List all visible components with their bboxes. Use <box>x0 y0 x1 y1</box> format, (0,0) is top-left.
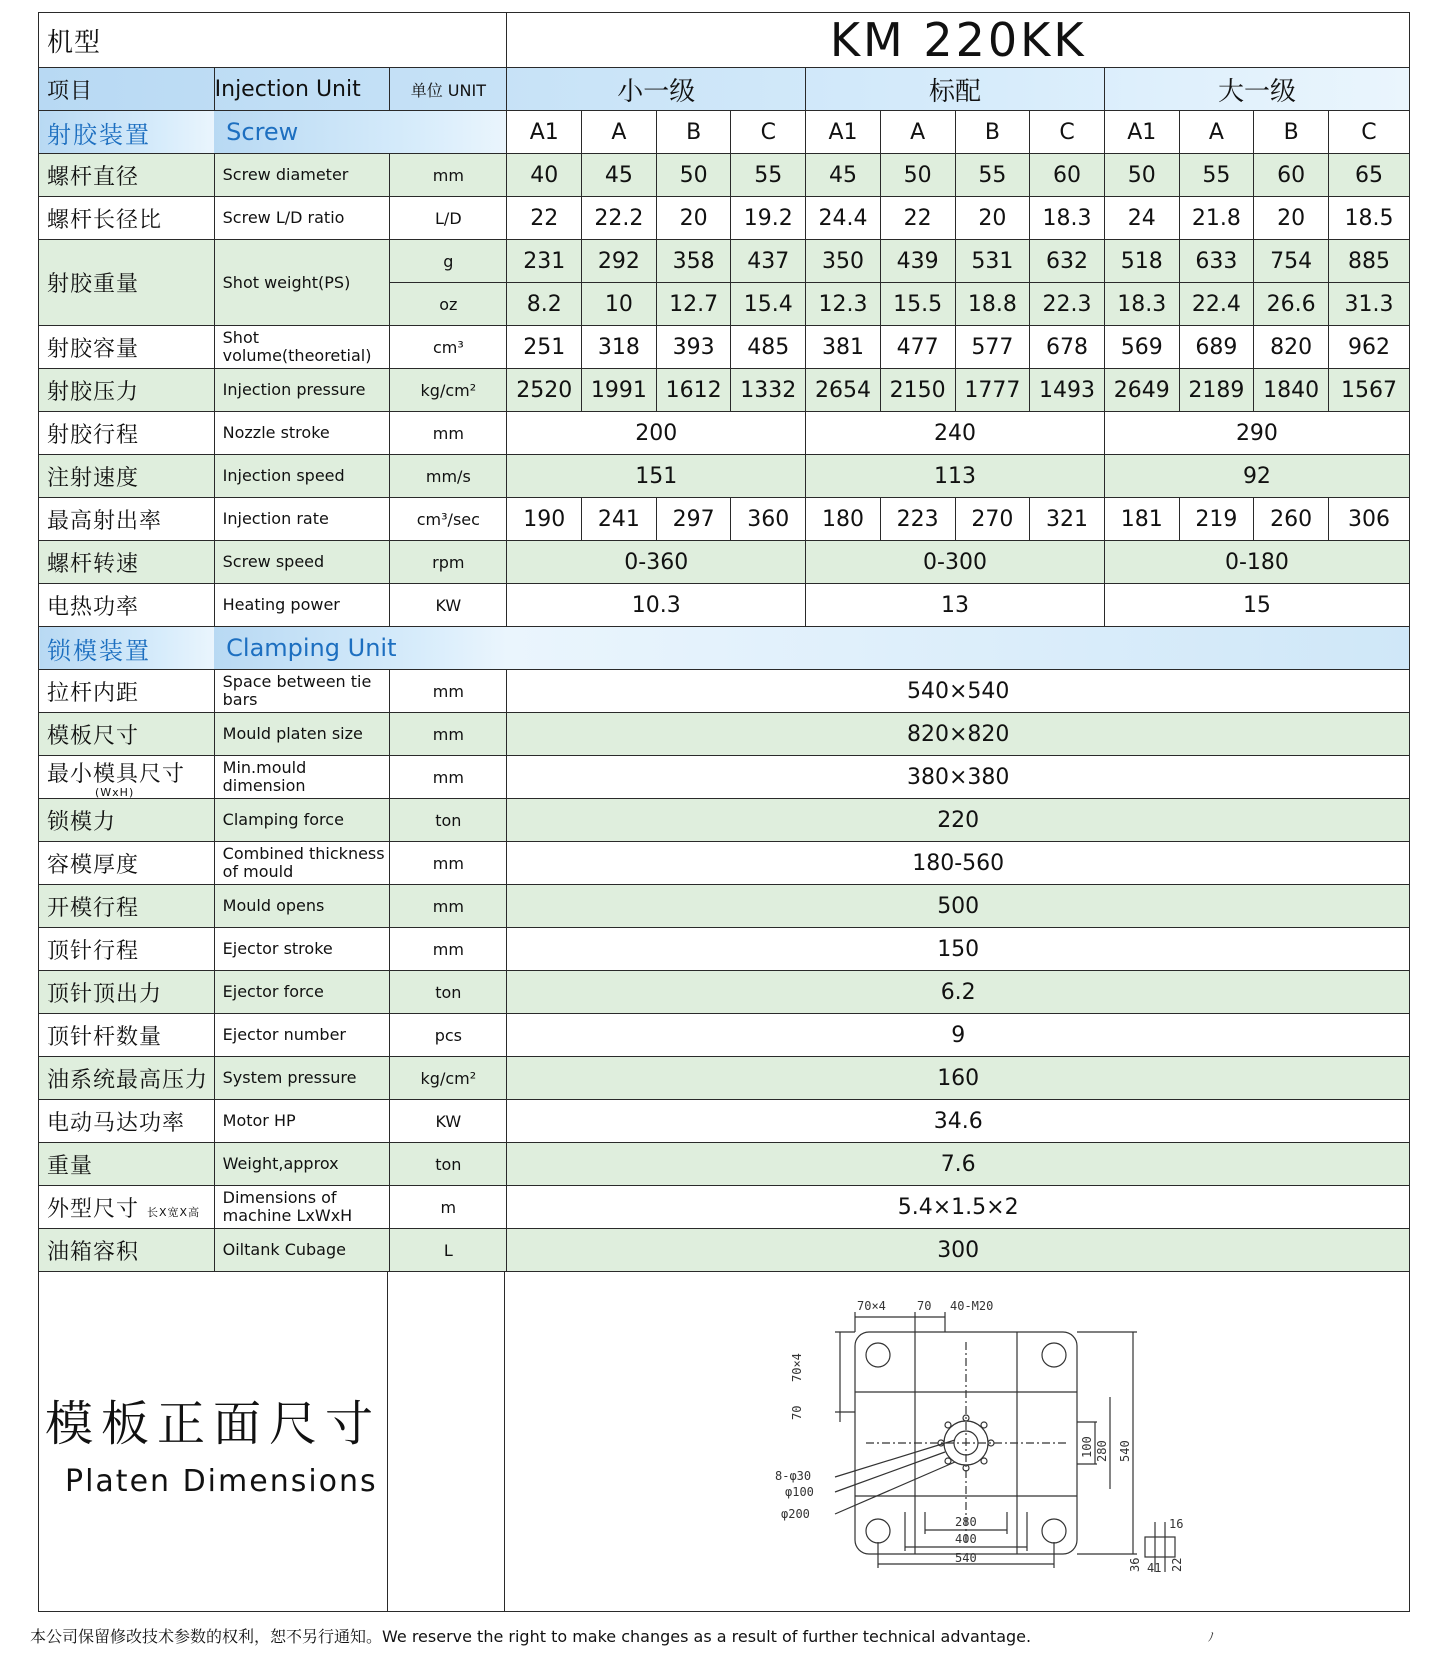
value-cell: 45 <box>582 154 657 197</box>
spec-sheet <box>38 12 1410 1612</box>
value-cell: 19.2 <box>731 197 806 240</box>
group-value-cell: 13 <box>806 584 1105 627</box>
platen-drawing <box>505 1272 1405 1610</box>
row-label-cn: 射胶容量 <box>39 326 215 369</box>
row-label-en: Screw speed <box>214 541 390 584</box>
row-unit: mm <box>390 756 507 799</box>
value-cell: 350 <box>806 240 881 283</box>
group-value-cell: 0-180 <box>1104 541 1409 584</box>
group-value-cell: 0-360 <box>507 541 806 584</box>
value-cell: 1840 <box>1254 369 1329 412</box>
row-label-cn <box>39 1186 215 1229</box>
row-label-en: Mould platen size <box>214 713 390 756</box>
row-label-en: Combined thickness of mould <box>214 842 390 885</box>
dim-right-b: 280 <box>1095 1440 1109 1462</box>
dim-detail-a: 16 <box>1169 1517 1184 1531</box>
value-cell: 300 <box>507 1229 1410 1272</box>
row-label-cn-text: 电动马达功率 <box>47 1110 186 1136</box>
row-label-cn: 螺杆转速 <box>39 541 215 584</box>
platen-unit-cell <box>388 1272 505 1611</box>
tie-bar-hole-bl <box>866 1519 890 1543</box>
value-cell: 22.3 <box>1030 283 1105 326</box>
value-cell: 2189 <box>1179 369 1254 412</box>
value-cell: 55 <box>955 154 1030 197</box>
value-cell: 18.8 <box>955 283 1030 326</box>
value-cell: 180 <box>806 498 881 541</box>
value-cell: 678 <box>1030 326 1105 369</box>
value-cell: 6.2 <box>507 971 1410 1014</box>
dim-detail-c: 41 <box>1147 1561 1162 1575</box>
value-cell: 270 <box>955 498 1030 541</box>
value-cell: 2649 <box>1104 369 1179 412</box>
row-label-cn-text: 油系统最高压力 <box>47 1067 209 1093</box>
value-cell: 381 <box>806 326 881 369</box>
row-unit: mm <box>390 412 507 455</box>
row-label-cn-sub: (WxH) <box>95 785 135 799</box>
row-label-en: Injection rate <box>214 498 390 541</box>
tie-bar-hole-tl <box>866 1343 890 1367</box>
column-header: A1 <box>1104 111 1179 154</box>
value-cell: 150 <box>507 928 1410 971</box>
unit-label: 单位 UNIT <box>390 68 507 111</box>
row-label-en: Ejector force <box>214 971 390 1014</box>
value-cell: 1493 <box>1030 369 1105 412</box>
value-cell: 15.5 <box>880 283 955 326</box>
value-cell: 1777 <box>955 369 1030 412</box>
row-unit: cm³ <box>390 326 507 369</box>
value-cell: 321 <box>1030 498 1105 541</box>
value-cell: 577 <box>955 326 1030 369</box>
row-label-en: Shot weight(PS) <box>214 240 390 326</box>
value-cell: 24 <box>1104 197 1179 240</box>
value-cell: 22 <box>880 197 955 240</box>
group-value-cell: 151 <box>507 455 806 498</box>
value-cell: 360 <box>731 498 806 541</box>
value-cell: 2520 <box>507 369 582 412</box>
dim-detail-b: 36 <box>1128 1557 1142 1572</box>
model-name: KM 220KK <box>507 13 1410 68</box>
group-value-cell: 0-300 <box>806 541 1105 584</box>
dim-top-a: 70×4 <box>857 1299 886 1313</box>
row-unit: KW <box>390 1100 507 1143</box>
value-cell: 40 <box>507 154 582 197</box>
value-cell: 437 <box>731 240 806 283</box>
row-unit: ton <box>390 1143 507 1186</box>
dim-hole-a: 8-φ30 <box>775 1469 812 1483</box>
group-value-cell: 113 <box>806 455 1105 498</box>
value-cell: 18.5 <box>1328 197 1409 240</box>
value-cell: 10 <box>582 283 657 326</box>
tie-bar-hole-tr <box>1042 1343 1066 1367</box>
row-label-en: Space between tie bars <box>214 670 390 713</box>
row-label-cn: 射胶行程 <box>39 412 215 455</box>
value-cell: 1332 <box>731 369 806 412</box>
row-label-cn-text: 顶针行程 <box>47 938 140 964</box>
platen-title-cell <box>39 1272 388 1611</box>
row-label-cn-text: 模板尺寸 <box>47 723 140 749</box>
row-label-cn-text: 顶针杆数量 <box>47 1024 163 1050</box>
value-cell: 531 <box>955 240 1030 283</box>
value-cell: 181 <box>1104 498 1179 541</box>
row-label-cn <box>39 842 215 885</box>
value-cell: 60 <box>1030 154 1105 197</box>
row-label-en: Oiltank Cubage <box>214 1229 390 1272</box>
value-cell: 251 <box>507 326 582 369</box>
group-large: 大一级 <box>1104 68 1409 111</box>
value-cell: 223 <box>880 498 955 541</box>
row-label-en: Weight,approx <box>214 1143 390 1186</box>
value-cell: 318 <box>582 326 657 369</box>
row-label-cn-text: 容模厚度 <box>47 852 140 878</box>
value-cell: 12.7 <box>656 283 731 326</box>
row-unit: kg/cm² <box>390 1057 507 1100</box>
value-cell: 2150 <box>880 369 955 412</box>
value-cell: 190 <box>507 498 582 541</box>
row-label-cn-text: 最小模具尺寸 <box>47 761 186 787</box>
row-label-cn-text: 外型尺寸 <box>47 1196 140 1222</box>
t-slot-detail <box>1145 1537 1175 1557</box>
value-cell: 820 <box>1254 326 1329 369</box>
value-cell: 1612 <box>656 369 731 412</box>
tie-bar-hole-br <box>1042 1519 1066 1543</box>
value-cell: 65 <box>1328 154 1409 197</box>
column-header: B <box>656 111 731 154</box>
row-unit: pcs <box>390 1014 507 1057</box>
page-mark: ﾉ <box>1208 1630 1215 1644</box>
value-cell: 260 <box>1254 498 1329 541</box>
value-cell: 8.2 <box>507 283 582 326</box>
value-cell: 18.3 <box>1104 283 1179 326</box>
row-unit: mm <box>390 713 507 756</box>
dim-left-b: 70 <box>790 1405 804 1420</box>
row-unit: mm <box>390 842 507 885</box>
row-unit: mm <box>390 928 507 971</box>
row-unit: m <box>390 1186 507 1229</box>
row-unit: oz <box>390 283 507 326</box>
value-cell: 393 <box>656 326 731 369</box>
value-cell: 1567 <box>1328 369 1409 412</box>
footer-note: 本公司保留修改技术参数的权利，恕不另行通知。We reserve the right to make changes as a result of further technical advantage. <box>30 1627 1032 1646</box>
dim-detail-d: 22 <box>1170 1557 1184 1572</box>
row-label-cn: 螺杆长径比 <box>39 197 215 240</box>
value-cell: 15.4 <box>731 283 806 326</box>
row-label-cn-text: 拉杆内距 <box>47 680 140 706</box>
row-label-cn <box>39 1143 215 1186</box>
value-cell: 1991 <box>582 369 657 412</box>
value-cell: 5.4×1.5×2 <box>507 1186 1410 1229</box>
value-cell: 231 <box>507 240 582 283</box>
value-cell: 754 <box>1254 240 1329 283</box>
screw-section-cn: 射胶装置 <box>39 111 215 154</box>
model-label: 机型 <box>39 13 507 68</box>
value-cell: 20 <box>656 197 731 240</box>
row-unit: KW <box>390 584 507 627</box>
value-cell: 962 <box>1328 326 1409 369</box>
value-cell: 485 <box>731 326 806 369</box>
value-cell: 380×380 <box>507 756 1410 799</box>
row-unit: mm <box>390 670 507 713</box>
value-cell: 55 <box>731 154 806 197</box>
value-cell: 439 <box>880 240 955 283</box>
screw-section-en: Screw <box>214 111 507 154</box>
value-cell: 34.6 <box>507 1100 1410 1143</box>
platen-title-cn: 模板正面尺寸 <box>45 1395 382 1452</box>
row-label-cn <box>39 928 215 971</box>
row-label-cn <box>39 1100 215 1143</box>
value-cell: 540×540 <box>507 670 1410 713</box>
dim-bottom-a: 280 <box>955 1515 977 1529</box>
row-unit: rpm <box>390 541 507 584</box>
row-label-cn-text: 开模行程 <box>47 895 140 921</box>
column-header: A <box>880 111 955 154</box>
value-cell: 50 <box>1104 154 1179 197</box>
value-cell: 55 <box>1179 154 1254 197</box>
value-cell: 2654 <box>806 369 881 412</box>
dim-bottom-c: 540 <box>955 1551 977 1565</box>
column-header: A1 <box>806 111 881 154</box>
row-label-cn <box>39 670 215 713</box>
row-unit: ton <box>390 799 507 842</box>
group-small: 小一级 <box>507 68 806 111</box>
dim-bottom-b: 400 <box>955 1532 977 1546</box>
platen-drawing-cell <box>505 1272 1409 1611</box>
row-label-cn <box>39 713 215 756</box>
row-label-cn: 电热功率 <box>39 584 215 627</box>
value-cell: 60 <box>1254 154 1329 197</box>
row-unit: mm <box>390 885 507 928</box>
row-label-cn <box>39 1229 215 1272</box>
value-cell: 18.3 <box>1030 197 1105 240</box>
platen-panel <box>38 1272 1410 1612</box>
row-label-en: System pressure <box>214 1057 390 1100</box>
row-label-cn-text: 锁模力 <box>47 809 117 835</box>
value-cell: 632 <box>1030 240 1105 283</box>
row-label-en: Shot volume(theoretial) <box>214 326 390 369</box>
value-cell: 24.4 <box>806 197 881 240</box>
dim-hole-c: φ200 <box>781 1507 810 1521</box>
column-header: A <box>582 111 657 154</box>
value-cell: 50 <box>880 154 955 197</box>
group-standard: 标配 <box>806 68 1105 111</box>
value-cell: 219 <box>1179 498 1254 541</box>
row-label-cn <box>39 756 215 799</box>
row-label-cn-text: 重量 <box>47 1153 94 1179</box>
row-unit: cm³/sec <box>390 498 507 541</box>
value-cell: 21.8 <box>1179 197 1254 240</box>
value-cell: 12.3 <box>806 283 881 326</box>
row-unit: kg/cm² <box>390 369 507 412</box>
value-cell: 689 <box>1179 326 1254 369</box>
value-cell: 477 <box>880 326 955 369</box>
value-cell: 160 <box>507 1057 1410 1100</box>
row-label-en: Screw L/D ratio <box>214 197 390 240</box>
row-label-cn: 注射速度 <box>39 455 215 498</box>
injection-unit-label: Injection Unit <box>214 68 390 111</box>
group-value-cell: 15 <box>1104 584 1409 627</box>
value-cell: 20 <box>955 197 1030 240</box>
item-label: 项目 <box>39 68 215 111</box>
value-cell: 241 <box>582 498 657 541</box>
value-cell: 292 <box>582 240 657 283</box>
row-unit: L/D <box>390 197 507 240</box>
clamping-section-cn: 锁模装置 <box>39 627 215 670</box>
row-label-cn <box>39 971 215 1014</box>
row-unit: L <box>390 1229 507 1272</box>
group-value-cell: 200 <box>507 412 806 455</box>
column-header: C <box>1328 111 1409 154</box>
value-cell: 306 <box>1328 498 1409 541</box>
value-cell: 22.4 <box>1179 283 1254 326</box>
clamping-section-band <box>507 627 1410 670</box>
dim-left-a: 70×4 <box>790 1353 804 1382</box>
platen-title-en: Platen Dimensions <box>65 1463 378 1499</box>
value-cell: 885 <box>1328 240 1409 283</box>
value-cell: 358 <box>656 240 731 283</box>
dim-right-c: 540 <box>1118 1440 1132 1462</box>
value-cell: 22 <box>507 197 582 240</box>
value-cell: 220 <box>507 799 1410 842</box>
row-label-en: Nozzle stroke <box>214 412 390 455</box>
value-cell: 50 <box>656 154 731 197</box>
dim-right-a: 100 <box>1080 1436 1094 1458</box>
column-header: B <box>955 111 1030 154</box>
column-header: C <box>1030 111 1105 154</box>
row-label-cn-sub: 长X宽X高 <box>147 1205 201 1219</box>
row-label-en: Heating power <box>214 584 390 627</box>
row-label-en: Mould opens <box>214 885 390 928</box>
clamping-section-en: Clamping Unit <box>214 627 507 670</box>
row-label-en: Injection speed <box>214 455 390 498</box>
row-label-en: Injection pressure <box>214 369 390 412</box>
row-label-cn-text: 顶针顶出力 <box>47 981 163 1007</box>
value-cell: 7.6 <box>507 1143 1410 1186</box>
row-label-en: Clamping force <box>214 799 390 842</box>
row-label-en: Motor HP <box>214 1100 390 1143</box>
value-cell: 22.2 <box>582 197 657 240</box>
dim-top-c: 40-M20 <box>950 1299 994 1313</box>
row-label-cn: 射胶压力 <box>39 369 215 412</box>
row-label-cn: 最高射出率 <box>39 498 215 541</box>
row-unit: g <box>390 240 507 283</box>
value-cell: 297 <box>656 498 731 541</box>
value-cell: 26.6 <box>1254 283 1329 326</box>
group-value-cell: 290 <box>1104 412 1409 455</box>
group-value-cell: 92 <box>1104 455 1409 498</box>
row-unit: mm/s <box>390 455 507 498</box>
value-cell: 20 <box>1254 197 1329 240</box>
value-cell: 45 <box>806 154 881 197</box>
row-label-cn <box>39 1014 215 1057</box>
row-label-en: Dimensions of machine LxWxH <box>214 1186 390 1229</box>
value-cell: 569 <box>1104 326 1179 369</box>
dim-hole-b: φ100 <box>785 1485 814 1499</box>
row-label-en: Screw diameter <box>214 154 390 197</box>
row-label-cn: 螺杆直径 <box>39 154 215 197</box>
value-cell: 180-560 <box>507 842 1410 885</box>
row-label-cn <box>39 885 215 928</box>
row-label-cn <box>39 1057 215 1100</box>
value-cell: 518 <box>1104 240 1179 283</box>
row-label-cn-text: 油箱容积 <box>47 1239 140 1265</box>
column-header: C <box>731 111 806 154</box>
dim-top-b: 70 <box>917 1299 932 1313</box>
group-value-cell: 240 <box>806 412 1105 455</box>
column-header: B <box>1254 111 1329 154</box>
row-label-en: Min.mould dimension <box>214 756 390 799</box>
value-cell: 9 <box>507 1014 1410 1057</box>
value-cell: 31.3 <box>1328 283 1409 326</box>
column-header: A1 <box>507 111 582 154</box>
row-unit: mm <box>390 154 507 197</box>
row-label-cn: 射胶重量 <box>39 240 215 326</box>
column-header: A <box>1179 111 1254 154</box>
value-cell: 633 <box>1179 240 1254 283</box>
spec-table <box>38 12 1410 1272</box>
row-label-en: Ejector stroke <box>214 928 390 971</box>
value-cell: 820×820 <box>507 713 1410 756</box>
value-cell: 500 <box>507 885 1410 928</box>
row-unit: ton <box>390 971 507 1014</box>
group-value-cell: 10.3 <box>507 584 806 627</box>
row-label-cn <box>39 799 215 842</box>
row-label-en: Ejector number <box>214 1014 390 1057</box>
